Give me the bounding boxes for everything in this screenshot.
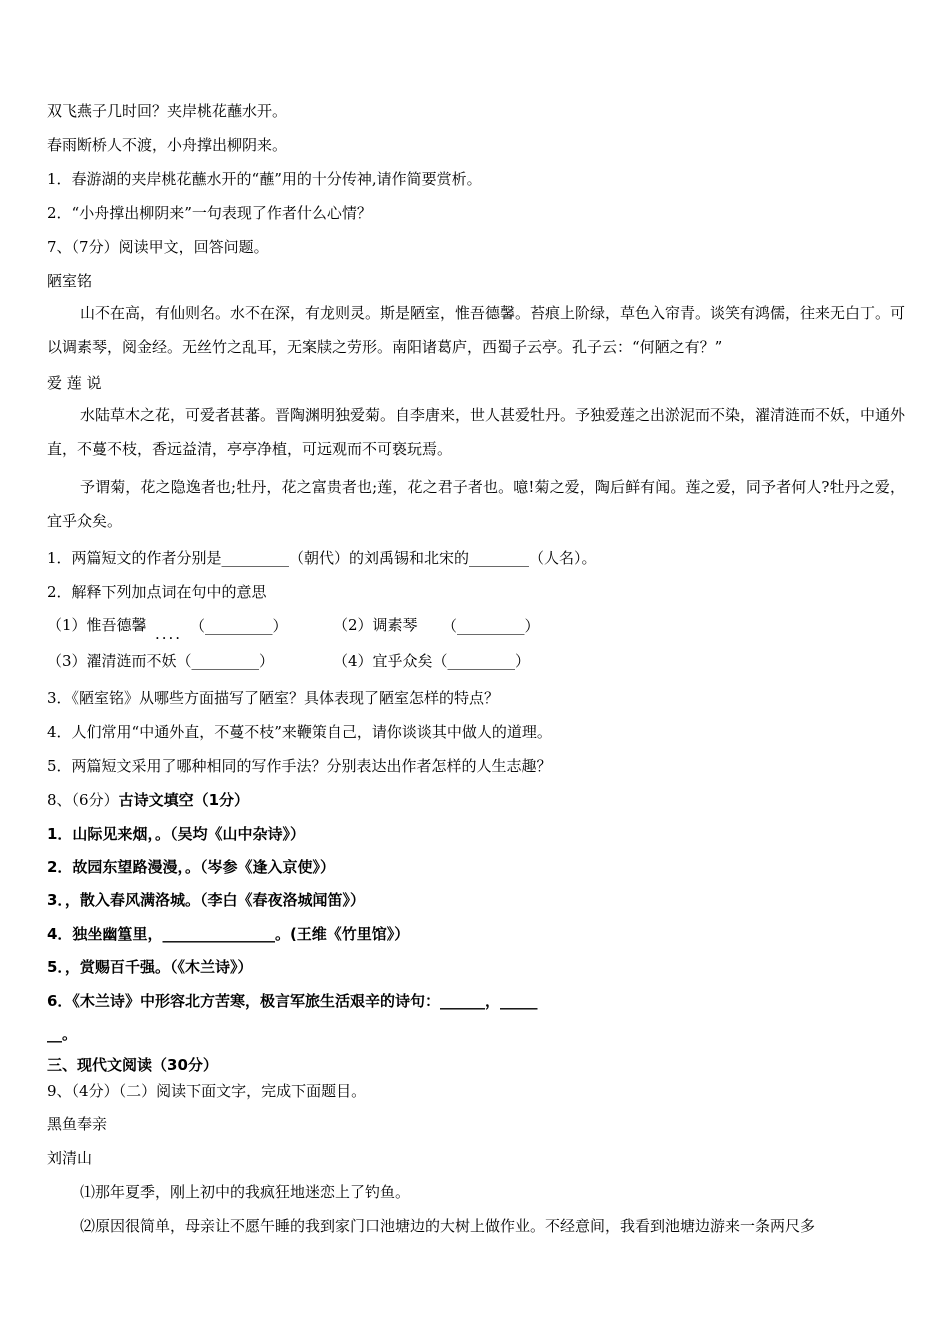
subq-4: 4．人们常用“中通外直，不蔓不枝”来鞭策自己，请你谈谈其中做人的道理。 bbox=[47, 723, 552, 741]
q8-line-2: 2．故园东望路漫漫，。（岑参《逢入京使》） bbox=[47, 858, 335, 876]
subq-2-1: （1）惟吾德馨 bbox=[47, 616, 147, 634]
subq-1: 1．两篇短文的作者分别是_________（朝代）的刘禹锡和北宋的________（人名）。 bbox=[47, 549, 597, 567]
q7-header: 7、（7分）阅读甲文，回答问题。 bbox=[47, 238, 269, 256]
subq-2-3: （3）濯清涟而不妖（_________） bbox=[47, 652, 275, 670]
q8-header-title: 古诗文填空（1分） bbox=[118, 791, 250, 809]
q8-line-3: 3．，散入春风满洛城。（李白《春夜洛城闻笛》） bbox=[47, 891, 365, 909]
story-paragraph-2: ⑵原因很简单，母亲让不愿午睡的我到家门口池塘边的大树上做作业。不经意间，我看到池塘边游来一条两尺多 bbox=[80, 1217, 816, 1235]
q9-header: 9、（4分）（二）阅读下面文字，完成下面题目。 bbox=[47, 1082, 367, 1100]
emphasis-dots: .... bbox=[155, 625, 183, 643]
subq-2: 2．解释下列加点词在句中的意思 bbox=[47, 583, 267, 601]
text2-body-a: 水陆草木之花，可爱者甚蕃。晋陶渊明独爱菊。自李唐来，世人甚爱牡丹。予独爱莲之出淤泥而不染，濯清涟而不妖，中通外直，不蔓不枝，香远益清，亭亭净植，可远观而不可亵玩焉。 bbox=[47, 406, 906, 458]
subq-3: 3．《陋室铭》从哪些方面描写了陋室？具体表现了陋室怎样的特点？ bbox=[47, 689, 500, 707]
subq-2-4: （4）宜乎众矣（_________） bbox=[333, 652, 531, 670]
q8-line-5: 5．，赏赐百千强。（《木兰诗》） bbox=[47, 958, 253, 976]
subq-5: 5．两篇短文采用了哪种相同的写作手法？分别表达出作者怎样的人生志趣？ bbox=[47, 757, 552, 775]
text1-body: 山不在高，有仙则名。水不在深，有龙则灵。斯是陋室，惟吾德馨。苔痕上阶绿，草色入帘青。谈笑有鸿儒，往来无白丁。可以调素琴，阅金经。无丝竹之乱耳，无案牍之劳形。南阳诸葛庐，西蜀子云亭。孔子云：“何陋之有？” bbox=[47, 304, 906, 356]
section-3-title: 三、现代文阅读（30分） bbox=[47, 1056, 218, 1074]
poem-line-1: 双飞燕子几时回？夹岸桃花蘸水开。 bbox=[47, 102, 288, 120]
question-1: 1．春游湖的夹岸桃花蘸水开的“蘸”用的十分传神,请作简要赏析。 bbox=[47, 170, 482, 188]
story-author: 刘清山 bbox=[47, 1149, 93, 1167]
text2-body-b: 予谓菊，花之隐逸者也;牡丹，花之富贵者也;莲，花之君子者也。噫!菊之爱，陶后鲜有闻。莲之爱，同予者何人?牡丹之爱，宜乎众矣。 bbox=[47, 478, 905, 530]
q8-line-1: 1．山际见来烟，。（吴均《山中杂诗》） bbox=[47, 825, 305, 843]
text2-title: 爱 莲 说 bbox=[47, 374, 102, 392]
subq-2-2: （2）调素琴 bbox=[333, 616, 418, 634]
poem-line-2: 春雨断桥人不渡，小舟撑出柳阴来。 bbox=[47, 136, 288, 154]
q8-header bbox=[47, 790, 249, 810]
q8-line-4: 4．独坐幽篁里，_______________。(王维《竹里馆》） bbox=[47, 925, 410, 943]
text1-title: 陋室铭 bbox=[47, 272, 93, 290]
q8-line-6-cont: __。 bbox=[47, 1025, 78, 1043]
subq-2-2-blank: （_________） bbox=[442, 617, 540, 635]
question-2: 2．“小舟撑出柳阴来”一句表现了作者什么心情？ bbox=[47, 204, 372, 222]
story-paragraph-1: ⑴那年夏季，刚上初中的我疯狂地迷恋上了钓鱼。 bbox=[80, 1183, 411, 1201]
subq-2-1-blank: （_________） bbox=[190, 617, 288, 635]
story-title: 黑鱼奉亲 bbox=[47, 1115, 108, 1133]
q8-line-6: 6．《木兰诗》中形容北方苦寒，极言军旅生活艰辛的诗句：______，_____ bbox=[47, 992, 538, 1010]
q8-header-num: 8、（6分） bbox=[47, 791, 119, 809]
